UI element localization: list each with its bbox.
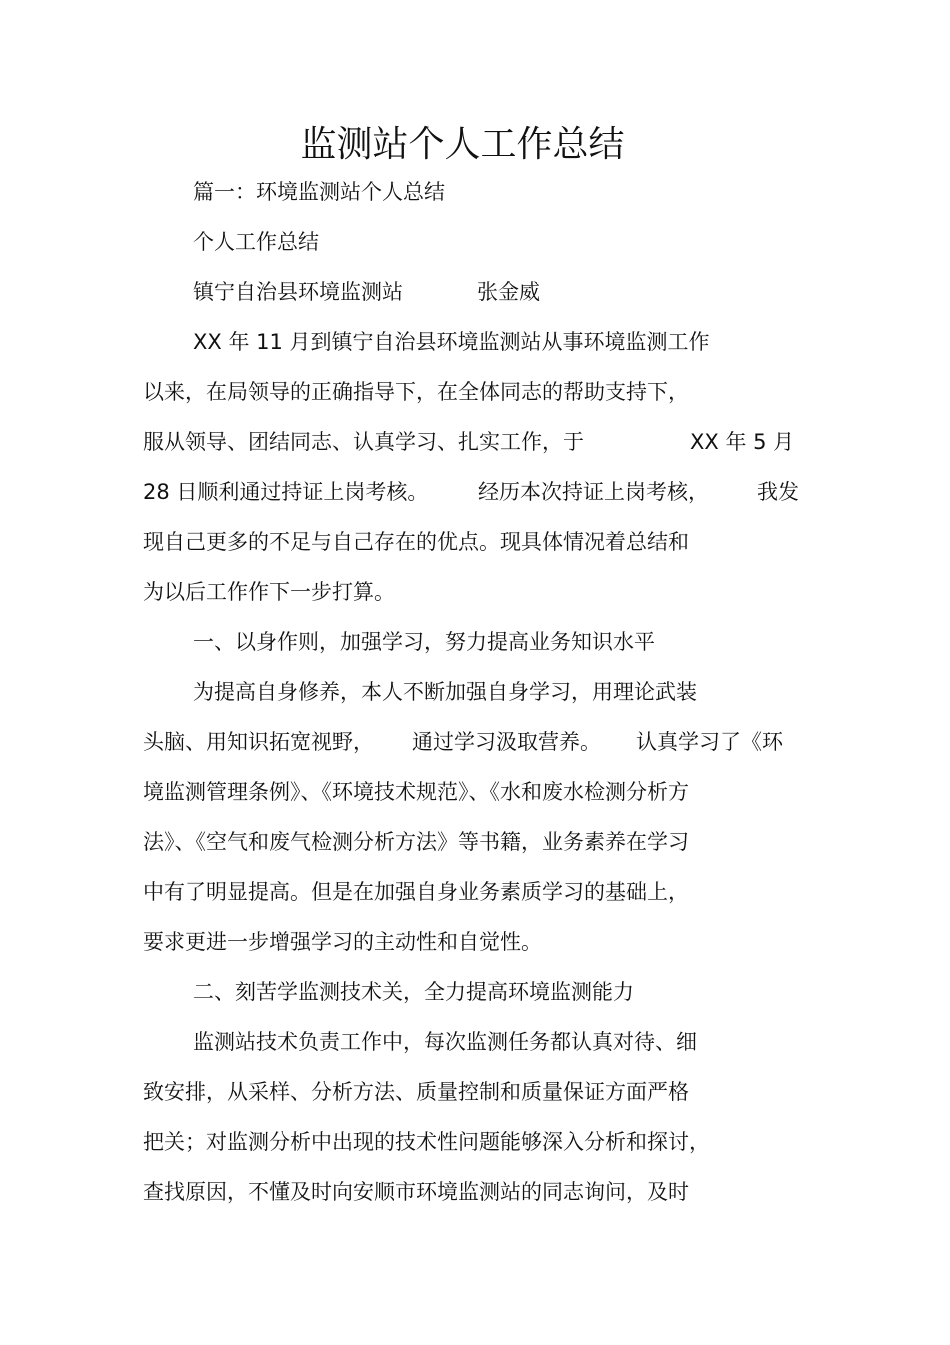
text-segment: XX 年 5 月 xyxy=(690,430,795,454)
paragraph-line: 监测站技术负责工作中，每次监测任务都认真对待、细 xyxy=(193,1030,697,1054)
paragraph-line: 要求更进一步增强学习的主动性和自觉性。 xyxy=(143,930,542,954)
author-line xyxy=(0,277,950,307)
author-name: 张金威 xyxy=(477,280,540,304)
section-heading-two: 二、刻苦学监测技术关，全力提高环境监测能力 xyxy=(193,980,634,1004)
paragraph-line: 为提高自身修养，本人不断加强自身学习，用理论武装 xyxy=(193,680,697,704)
paragraph-line xyxy=(0,477,950,507)
document-title: 监测站个人工作总结 xyxy=(300,124,625,165)
paragraph-line xyxy=(0,727,950,757)
paragraph-line: 把关；对监测分析中出现的技术性问题能够深入分析和探讨， xyxy=(143,1130,710,1154)
paragraph-line: 法》、《空气和废气检测分析方法》等书籍，业务素养在学习 xyxy=(143,830,689,854)
paragraph-line: 以来，在局领导的正确指导下，在全体同志的帮助支持下， xyxy=(143,380,689,404)
text-segment: 28 日顺利通过持证上岗考核。 xyxy=(143,480,429,504)
paragraph-line: XX 年 11 月到镇宁自治县环境监测站从事环境监测工作 xyxy=(193,330,710,354)
paragraph-line: 境监测管理条例》、《环境技术规范》、《水和废水检测分析方 xyxy=(143,780,689,804)
text-segment: 服从领导、团结同志、认真学习、扎实工作，于 xyxy=(143,430,584,454)
text-segment: 通过学习汲取营养。 xyxy=(412,730,601,754)
author-organization: 镇宁自治县环境监测站 xyxy=(193,280,403,304)
paragraph-line xyxy=(0,427,950,457)
section-heading-one: 一、以身作则，加强学习，努力提高业务知识水平 xyxy=(193,630,655,654)
text-segment: 头脑、用知识拓宽视野， xyxy=(143,730,374,754)
paragraph-line: 为以后工作作下一步打算。 xyxy=(143,580,395,604)
paragraph-line: 查找原因，不懂及时向安顺市环境监测站的同志询问，及时 xyxy=(143,1180,689,1204)
text-segment: 认真学习了《环 xyxy=(636,730,783,754)
text-segment: 我发 xyxy=(757,480,799,504)
paragraph-line: 中有了明显提高。但是在加强自身业务素质学习的基础上， xyxy=(143,880,689,904)
subheading-summary: 个人工作总结 xyxy=(193,230,319,254)
section-heading-article-one: 篇一：环境监测站个人总结 xyxy=(193,180,445,204)
paragraph-line: 现自己更多的不足与自己存在的优点。现具体情况着总结和 xyxy=(143,530,689,554)
text-segment: 经历本次持证上岗考核， xyxy=(478,480,709,504)
paragraph-line: 致安排，从采样、分析方法、质量控制和质量保证方面严格 xyxy=(143,1080,689,1104)
